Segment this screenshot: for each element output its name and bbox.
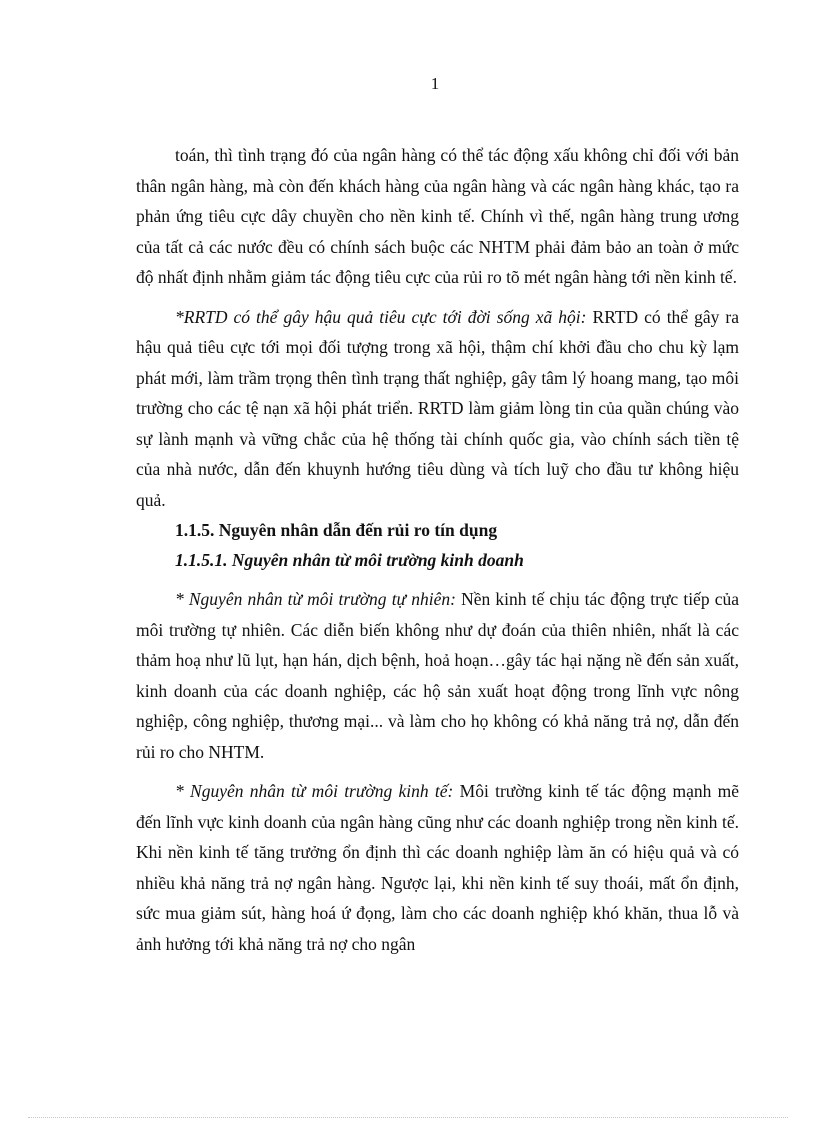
page-bottom-divider xyxy=(28,1117,788,1118)
section-heading: 1.1.5. Nguyên nhân dẫn đến rủi ro tín dụng xyxy=(175,520,498,540)
paragraph-economic-environment xyxy=(136,776,739,959)
paragraph-lead: * Nguyên nhân từ môi trường kinh tế: xyxy=(175,781,454,801)
document-body xyxy=(136,140,739,959)
subsection-heading: 1.1.5.1. Nguyên nhân từ môi trường kinh doanh xyxy=(175,550,524,570)
paragraph-consequences-economy: toán, thì tình trạng đó của ngân hàng có thể tác động xấu không chỉ đối với bản thân ngân hàng, mà còn đến khách hàng của ngân hàng và các ngân hàng khác, tạo ra phản ứng tiêu cực dây chuyền cho nền kinh tế. Chính vì thế, ngân hàng trung ương của tất cả các nước đều có chính sách buộc các NHTM phải đảm bảo an toàn ở mức độ nhất định nhằm giảm tác động tiêu cực của rủi ro tõ mét ngân hàng tới nền kinh tế. xyxy=(136,145,739,287)
paragraph-body: Môi trường kinh tế tác động mạnh mẽ đến lĩnh vực kinh doanh của ngân hàng cũng như các doanh nghiệp trong nền kinh tế. Khi nền kinh tế tăng trưởng ổn định thì các doanh nghiệp làm ăn có hiệu quả và có nhiều khả năng trả nợ ngân hàng. Ngược lại, khi nền kinh tế suy thoái, mất ổn định, sức mua giảm sút, hàng hoá ứ đọng, làm cho các doanh nghiệp khó khăn, thua lỗ và ảnh hưởng tới khả năng trả nợ cho ngân xyxy=(136,781,739,954)
paragraph-lead: *RRTD có thể gây hậu quả tiêu cực tới đời sống xã hội: xyxy=(175,306,587,327)
paragraph-natural-environment xyxy=(136,584,739,767)
paragraph-body: RRTD có thể gây ra hậu quả tiêu cực tới mọi đối tượng trong xã hội, thậm chí khởi đầu cho chu kỳ lạm phát mới, làm trầm trọng thên tình trạng thất nghiệp, gây tâm lý hoang mang, tạo môi trường cho các tệ nạn xã hội phát triển. RRTD làm giảm lòng tin của quần chúng vào sự lành mạnh và vững chắc của hệ thống tài chính quốc gia, vào chính sách tiền tệ của nhà nước, dẫn đến khuynh hướng tiêu dùng và tích luỹ cho đầu tư không hiệu quả. xyxy=(136,306,739,510)
paragraph-body: Nền kinh tế chịu tác động trực tiếp của môi trường tự nhiên. Các diễn biến không như dự đoán của thiên nhiên, nhất là các thảm hoạ như lũ lụt, hạn hán, dịch bệnh, hoả hoạn…gây tác hại nặng nề đến sản xuất, kinh doanh của các doanh nghiệp, các hộ sản xuất hoạt động trong lĩnh vực nông nghiệp, công nghiệp, thương mại... và làm cho họ không có khả năng trả nợ, dẫn đến rủi ro cho NHTM. xyxy=(136,589,739,762)
paragraph-lead: * Nguyên nhân từ môi trường tự nhiên: xyxy=(175,589,456,609)
paragraph-consequences-society xyxy=(136,302,739,516)
page-number: 1 xyxy=(430,74,440,93)
